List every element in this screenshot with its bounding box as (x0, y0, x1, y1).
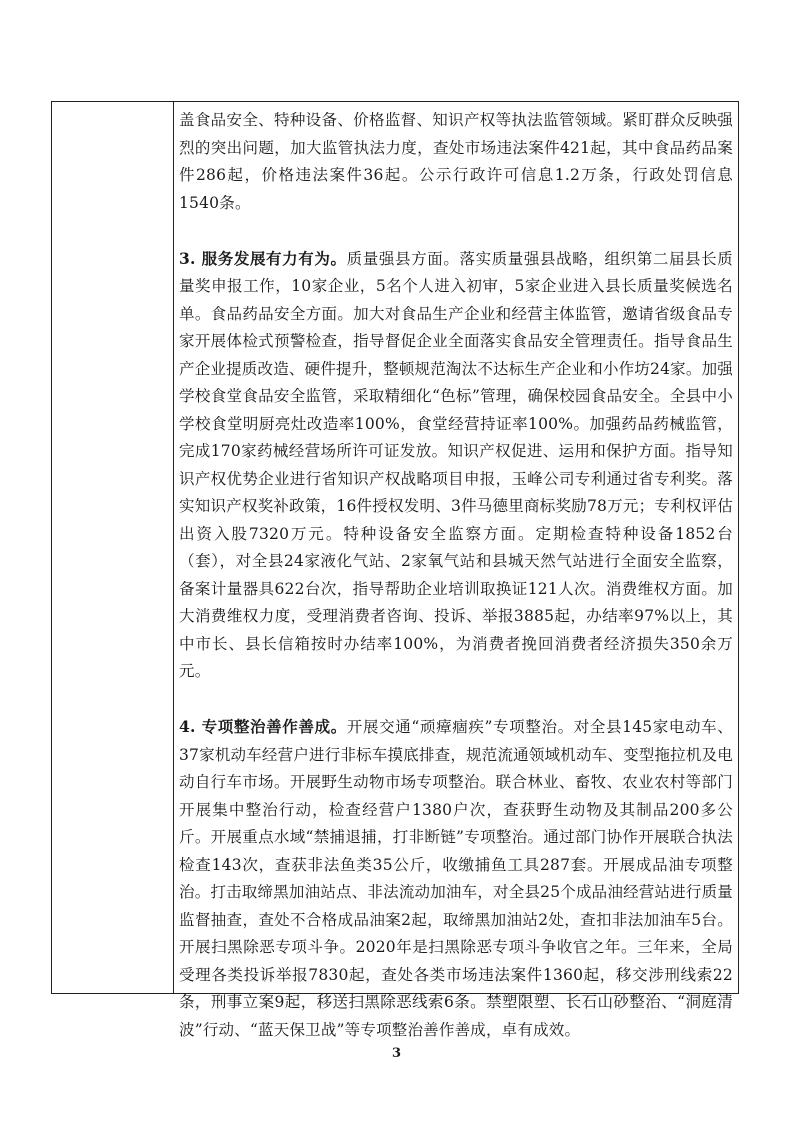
section-3-heading: 3. 服务发展有力有为。 (179, 248, 347, 268)
table-content-cell (179, 107, 733, 1044)
section-3-paragraph (179, 245, 733, 686)
section-3-body: 质量强县方面。落实质量强县战略，组织第二届县长质量奖申报工作，10家企业，5名个人进入初审，5家企业进入县长质量奖候选名单。食品药品安全方面。加大对食品生产企业和经营主体监管，邀请省级食品专家开展体检式预警检查，指导督促企业全面落实食品安全管理责任。指导食品生产企业提质改造、硬件提升，整顿规范淘汰不达标生产企业和小作坊24家。加强学校食堂食品安全监管，采取精细化“色标”管理，确保校园食品安全。全县中小学校食堂明厨亮灶改造率100%，食堂经营持证率100%。加强药品药械监管，完成170家药械经营场所许可证发放。知识产权促进、运用和保护方面。指导知识产权优势企业进行省知识产权战略项目申报，玉峰公司专利通过省专利奖。落实知识产权奖补政策，16件授权发明、3件马德里商标奖励78万元；专利权评估出资入股7320万元。特种设备安全监察方面。定期检查特种设备1852台（套），对全县24家液化气站、2家氧气站和县城天然气站进行全面安全监察，备案计量器具622台次，指导帮助企业培训取换证121人次。消费维权方面。加大消费维权力度，受理消费者咨询、投诉、举报3885起，办结率97%以上，其中市长、县长信箱按时办结率100%，为消费者挽回消费者经济损失350余万元。 (179, 249, 733, 680)
intro-paragraph: 盖食品安全、特种设备、价格监督、知识产权等执法监管领域。紧盯群众反映强烈的突出问题，加大监管执法力度，查处市场违法案件421起，其中食品药品案件286起，价格违法案件36起。公示行政许可信息1.2万条，行政处罚信息1540条。 (179, 111, 733, 212)
report-table (51, 101, 739, 1039)
section-4-paragraph (179, 713, 733, 1044)
page-number: 3 (391, 1046, 402, 1061)
table-label-column (52, 102, 174, 993)
section-4-heading: 4. 专项整治善作善成。 (179, 717, 347, 736)
section-4-body: 开展交通“顽瘴痼疾”专项整治。对全县145家电动车、37家机动车经营户进行非标车摸底排查，规范流通领域机动车、变型拖拉机及电动自行车市场。开展野生动物市场专项整治。联合林业、畜牧、农业农村等部门开展集中整治行动，检查经营户1380户次，查获野生动物及其制品200多公斤。开展重点水域“禁捕退捕，打非断链”专项整治。通过部门协作开展联合执法检查143次，查获非法鱼类35公斤，收缴捕鱼工具287套。开展成品油专项整治。打击取缔黑加油站点、非法流动加油车，对全县25个成品油经营站进行质量监督抽查，查处不合格成品油案2起，取缔黑加油站2处，查扣非法加油车5台。开展扫黑除恶专项斗争。2020年是扫黑除恶专项斗争收官之年。三年来，全局受理各类投诉举报7830起，查处各类市场违法案件1360起，移交涉刑线索22条，刑事立案9起，移送扫黑除恶线索6条。禁塑限塑、长石山砂整治、“洞庭清波”行动、“蓝天保卫战”等专项整治善作善成，卓有成效。 (179, 718, 733, 1039)
